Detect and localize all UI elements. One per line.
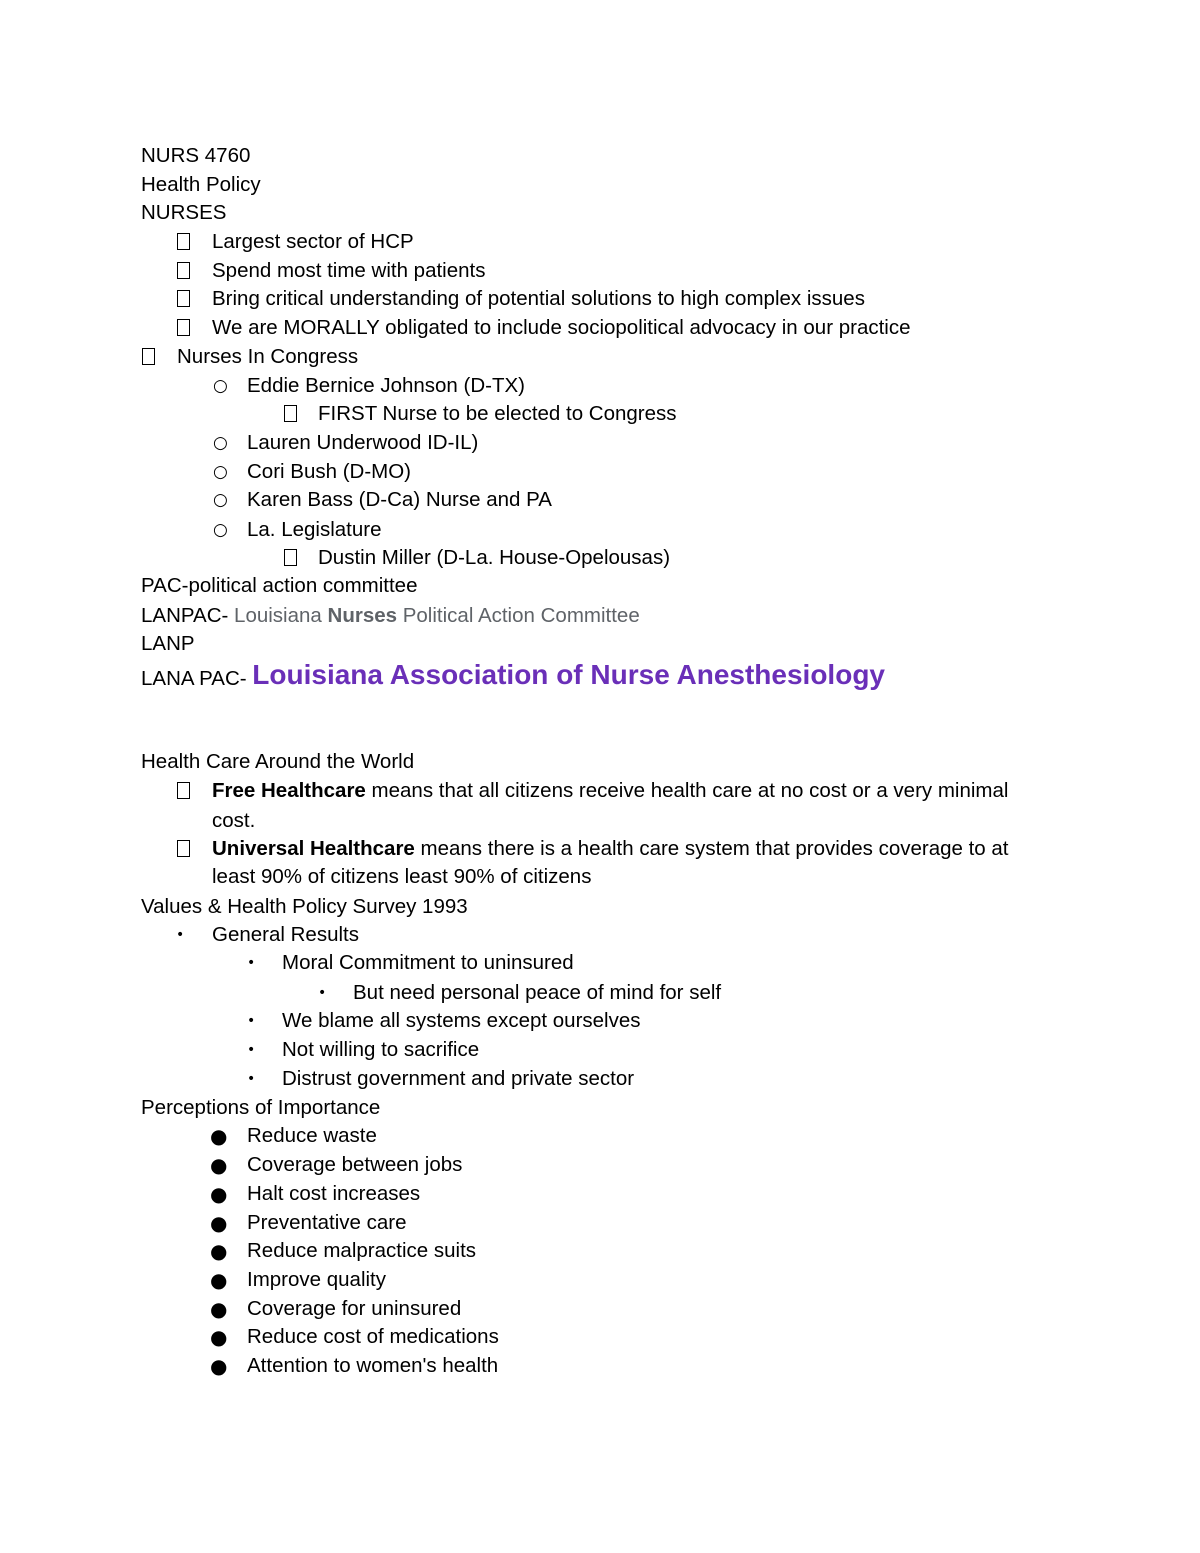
disc-bullet-icon: ● (210, 1268, 228, 1292)
list-item: Reduce waste (247, 1124, 377, 1147)
checkbox-bullet-icon (177, 319, 190, 340)
checkbox-bullet-icon (284, 549, 297, 570)
list-item: We blame all systems except ourselves (282, 1009, 641, 1032)
checkbox-bullet-icon (177, 840, 190, 861)
disc-bullet-icon: ● (210, 1153, 228, 1177)
small-bullet-icon: • (247, 955, 256, 971)
list-item: Reduce malpractice suits (247, 1239, 477, 1262)
world-heading: Health Care Around the World (141, 750, 415, 773)
list-item: Reduce cost of medications (247, 1325, 499, 1348)
lanpac-desc-a: Louisiana (234, 604, 322, 627)
disc-bullet-icon: ● (210, 1182, 228, 1206)
list-item: Not willing to sacrifice (282, 1038, 480, 1061)
circle-bullet-icon: ○ (213, 462, 228, 482)
list-item: FIRST Nurse to be elected to Congress (318, 402, 677, 425)
importance-heading: Perceptions of Importance (141, 1096, 381, 1119)
circle-bullet-icon: ○ (213, 433, 228, 453)
survey-heading: Values & Health Policy Survey 1993 (141, 895, 468, 918)
list-item: Cori Bush (D-MO) (247, 460, 412, 483)
disc-bullet-icon: ● (210, 1124, 228, 1148)
subject-title: Health Policy (141, 173, 261, 196)
universal-healthcare-term: Universal Healthcare (212, 837, 415, 860)
free-healthcare-def: means that all citizens receive health care at no cost or a very minimal (371, 779, 1009, 802)
list-item: Distrust government and private sector (282, 1067, 635, 1090)
lanapac-name: Louisiana Association of Nurse Anesthesiology (252, 659, 885, 690)
list-item: Coverage for uninsured (247, 1297, 462, 1320)
list-item: Halt cost increases (247, 1182, 421, 1205)
list-item: Dustin Miller (D-La. House-Opelousas) (318, 546, 671, 569)
free-healthcare-line (212, 781, 1008, 802)
list-item: Attention to women's health (247, 1354, 499, 1377)
disc-bullet-icon: ● (210, 1297, 228, 1321)
lanpac-line (141, 606, 640, 627)
disc-bullet-icon: ● (210, 1239, 228, 1263)
list-item: Eddie Bernice Johnson (D-TX) (247, 374, 526, 397)
checkbox-bullet-icon (177, 262, 190, 283)
small-bullet-icon: • (176, 927, 185, 943)
list-item: Moral Commitment to uninsured (282, 951, 574, 974)
circle-bullet-icon: ○ (213, 376, 228, 396)
lanp-label: LANP (141, 632, 195, 655)
lanapac-line (141, 661, 885, 690)
checkbox-bullet-icon (177, 233, 190, 254)
free-healthcare-def-cont: cost. (212, 809, 256, 832)
list-item: Coverage between jobs (247, 1153, 463, 1176)
free-healthcare-term: Free Healthcare (212, 779, 366, 802)
checkbox-bullet-icon (142, 348, 155, 369)
list-item: Bring critical understanding of potential solutions to high complex issues (212, 287, 865, 310)
small-bullet-icon: • (247, 1042, 256, 1058)
nurses-heading: NURSES (141, 201, 227, 224)
checkbox-bullet-icon (177, 290, 190, 311)
circle-bullet-icon: ○ (213, 490, 228, 510)
list-item: We are MORALLY obligated to include sociopolitical advocacy in our practice (212, 316, 911, 339)
list-item: General Results (212, 923, 359, 946)
small-bullet-icon: • (247, 1013, 256, 1029)
small-bullet-icon: • (247, 1071, 256, 1087)
checkbox-bullet-icon (177, 782, 190, 803)
disc-bullet-icon: ● (210, 1354, 228, 1378)
universal-healthcare-def-cont: least 90% of citizens least 90% of citizens (212, 865, 592, 888)
universal-healthcare-line (212, 839, 1009, 860)
lanpac-desc-b: Political Action Committee (402, 604, 640, 627)
disc-bullet-icon: ● (210, 1211, 228, 1235)
list-item: Largest sector of HCP (212, 230, 414, 253)
universal-healthcare-def: means there is a health care system that provides coverage to at (420, 837, 1009, 860)
list-item: Spend most time with patients (212, 259, 486, 282)
circle-bullet-icon: ○ (213, 520, 228, 540)
congress-heading: Nurses In Congress (177, 345, 359, 368)
list-item: Preventative care (247, 1211, 407, 1234)
lanpac-prefix: LANPAC- (141, 604, 229, 627)
checkbox-bullet-icon (284, 405, 297, 426)
list-item: But need personal peace of mind for self (353, 981, 722, 1004)
pac-definition: PAC-political action committee (141, 574, 418, 597)
list-item: Karen Bass (D-Ca) Nurse and PA (247, 488, 552, 511)
list-item: Lauren Underwood ID-IL) (247, 431, 479, 454)
small-bullet-icon: • (318, 985, 327, 1001)
list-item: La. Legislature (247, 518, 382, 541)
lanpac-desc-bold: Nurses (327, 604, 398, 627)
list-item: Improve quality (247, 1268, 387, 1291)
course-code: NURS 4760 (141, 144, 251, 167)
lanapac-prefix: LANA PAC- (141, 667, 247, 690)
disc-bullet-icon: ● (210, 1325, 228, 1349)
